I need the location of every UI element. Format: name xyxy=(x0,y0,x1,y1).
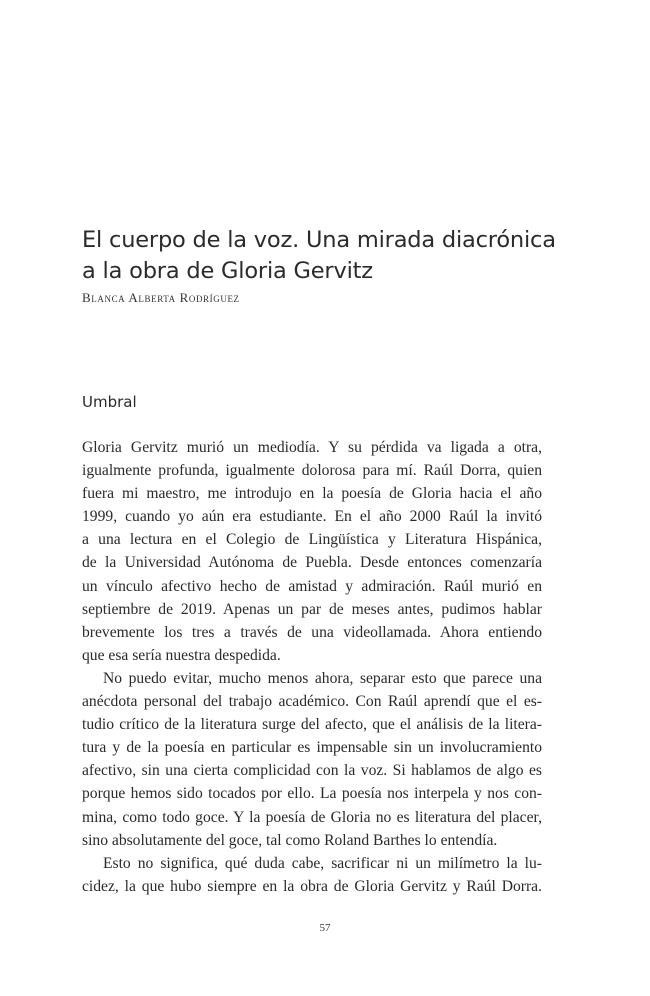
text-line: Esto no significa, qué duda cabe, sacrificar ni un milímetro la lu- xyxy=(103,854,542,872)
text-line: cidez, la que hubo siempre en la obra de Gloria Gervitz y Raúl Dorra. xyxy=(82,877,542,895)
text-line: sino absolutamente del goce, tal como Roland Barthes lo entendía. xyxy=(82,831,498,849)
text-line: brevemente los tres a través de una videollamada. Ahora entiendo xyxy=(82,623,542,641)
text-line: Gloria Gervitz murió un mediodía. Y su pérdida va ligada a otra, xyxy=(82,439,542,456)
chapter-title xyxy=(82,225,562,287)
section-heading: Umbral xyxy=(82,393,137,411)
text-line: fuera mi maestro, me introdujo en la poesía de Gloria hacia el año xyxy=(82,485,542,503)
text-line: un vínculo afectivo hecho de amistad y admiración. Raúl murió en xyxy=(82,577,542,595)
text-line: septiembre de 2019. Apenas un par de meses antes, pudimos hablar xyxy=(82,600,542,618)
text-line: mina, como todo goce. Y la poesía de Gloria no es literatura del placer, xyxy=(82,808,542,826)
text-line: afectivo, sin una cierta complicidad con la voz. Si hablamos de algo es xyxy=(82,762,542,780)
text-line: que esa sería nuestra despedida. xyxy=(82,646,281,664)
chapter-author: Blanca Alberta Rodríguez xyxy=(82,290,240,305)
text-line: igualmente profunda, igualmente dolorosa para mí. Raúl Dorra, quien xyxy=(82,462,542,480)
text-line: a una lectura en el Colegio de Lingüística y Literatura Hispánica, xyxy=(82,531,542,549)
text-line: anécdota personal del trabajo académico. Con Raúl aprendí que el es- xyxy=(82,693,542,711)
chapter-title-line: El cuerpo de la voz. Una mirada diacrónica xyxy=(82,227,556,253)
page-number: 57 xyxy=(319,922,331,934)
text-line: No puedo evitar, mucho menos ahora, separar esto que parece una xyxy=(103,669,542,687)
text-line: 1999, cuando yo aún era estudiante. En el año 2000 Raúl la invitó xyxy=(82,508,542,526)
text-line: tura y de la poesía en particular es impensable sin un involucramiento xyxy=(82,739,542,757)
text-line: porque hemos sido tocados por ello. La poesía nos interpela y nos con- xyxy=(82,785,542,803)
body-text xyxy=(82,436,542,898)
chapter-title-line: a la obra de Gloria Gervitz xyxy=(82,258,373,284)
text-line: tudio crítico de la literatura surge del afecto, que el análisis de la litera- xyxy=(82,716,542,734)
text-line: de la Universidad Autónoma de Puebla. Desde entonces comenzaría xyxy=(82,554,542,572)
